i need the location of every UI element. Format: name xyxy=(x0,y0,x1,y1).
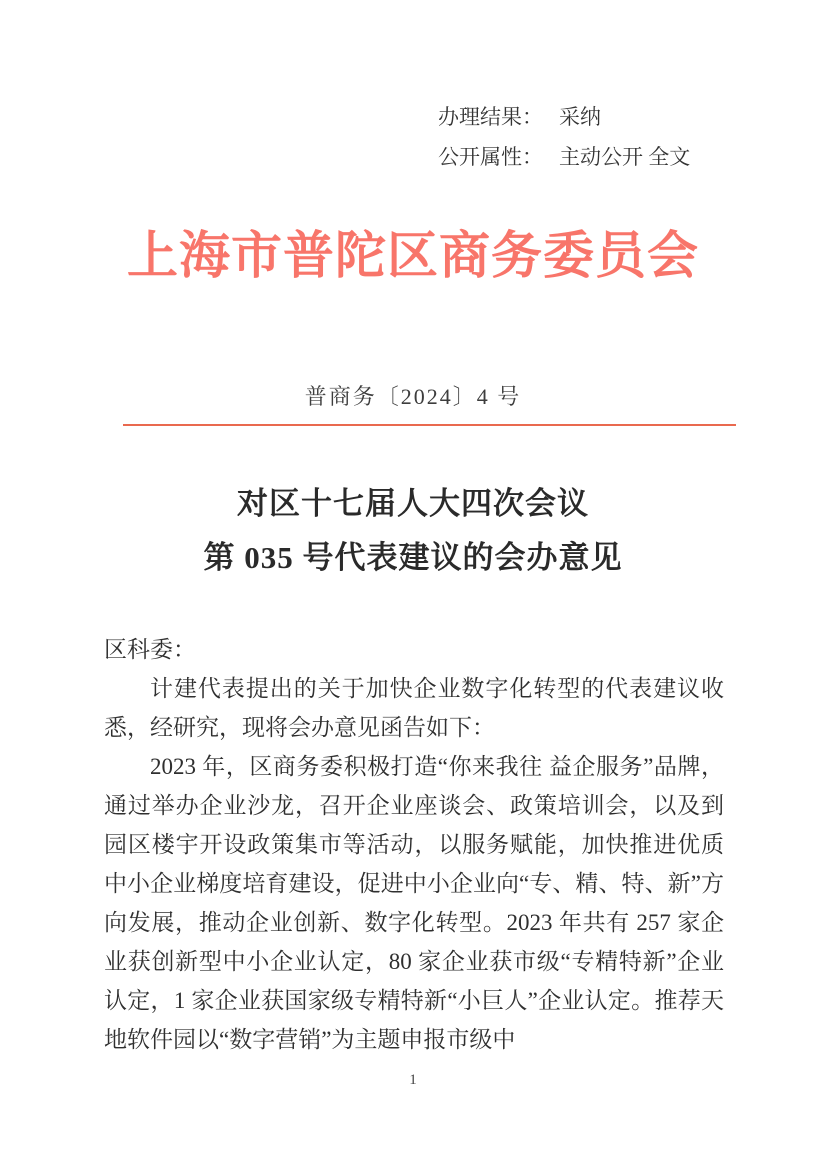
disclosure-attribute-field xyxy=(438,136,690,176)
processing-result-value: 采纳 xyxy=(559,105,601,129)
page-number: 1 xyxy=(409,1072,417,1088)
agency-title: 上海市普陀区商务委员会 xyxy=(126,229,699,285)
document-number: 普商务〔2024〕4 号 xyxy=(304,384,522,409)
salutation: 区科委： xyxy=(104,637,196,662)
document-title xyxy=(0,477,826,585)
processing-result-label: 办理结果： xyxy=(438,105,543,129)
document-title-line-1: 对区十七届人大四次会议 xyxy=(237,486,589,521)
body-paragraph: 2023 年，区商务委积极打造“你来我往 益企服务”品牌，通过举办企业沙龙，召开企业座谈会、政策培训会，以及到园区楼宇开设政策集市等活动，以服务赋能，加快推进优质中小企业梯度培育建设，促进中小企业向“专、精、特、新”方向发展，推动企业创新、数字化转型。2023 年共有 257 家企业获创新型中小企业认定，80 家企业获市级“专精特新”企业认定，1 家企业获国家级专精特新“小巨人”企业认定。推荐天地软件园以“数字营销”为主题申报市级中 xyxy=(104,754,724,1052)
disclosure-attribute-label: 公开属性： xyxy=(438,145,543,169)
masthead-divider-line xyxy=(123,424,736,426)
body-paragraph: 计建代表提出的关于加快企业数字化转型的代表建议收悉，经研究，现将会办意见函告如下： xyxy=(104,676,724,740)
document-title-line-2: 第 035 号代表建议的会办意见 xyxy=(203,540,623,575)
document-body xyxy=(104,630,724,1059)
processing-result-field xyxy=(438,96,690,136)
header-metadata xyxy=(438,96,690,176)
disclosure-attribute-value: 主动公开 全文 xyxy=(559,145,691,169)
